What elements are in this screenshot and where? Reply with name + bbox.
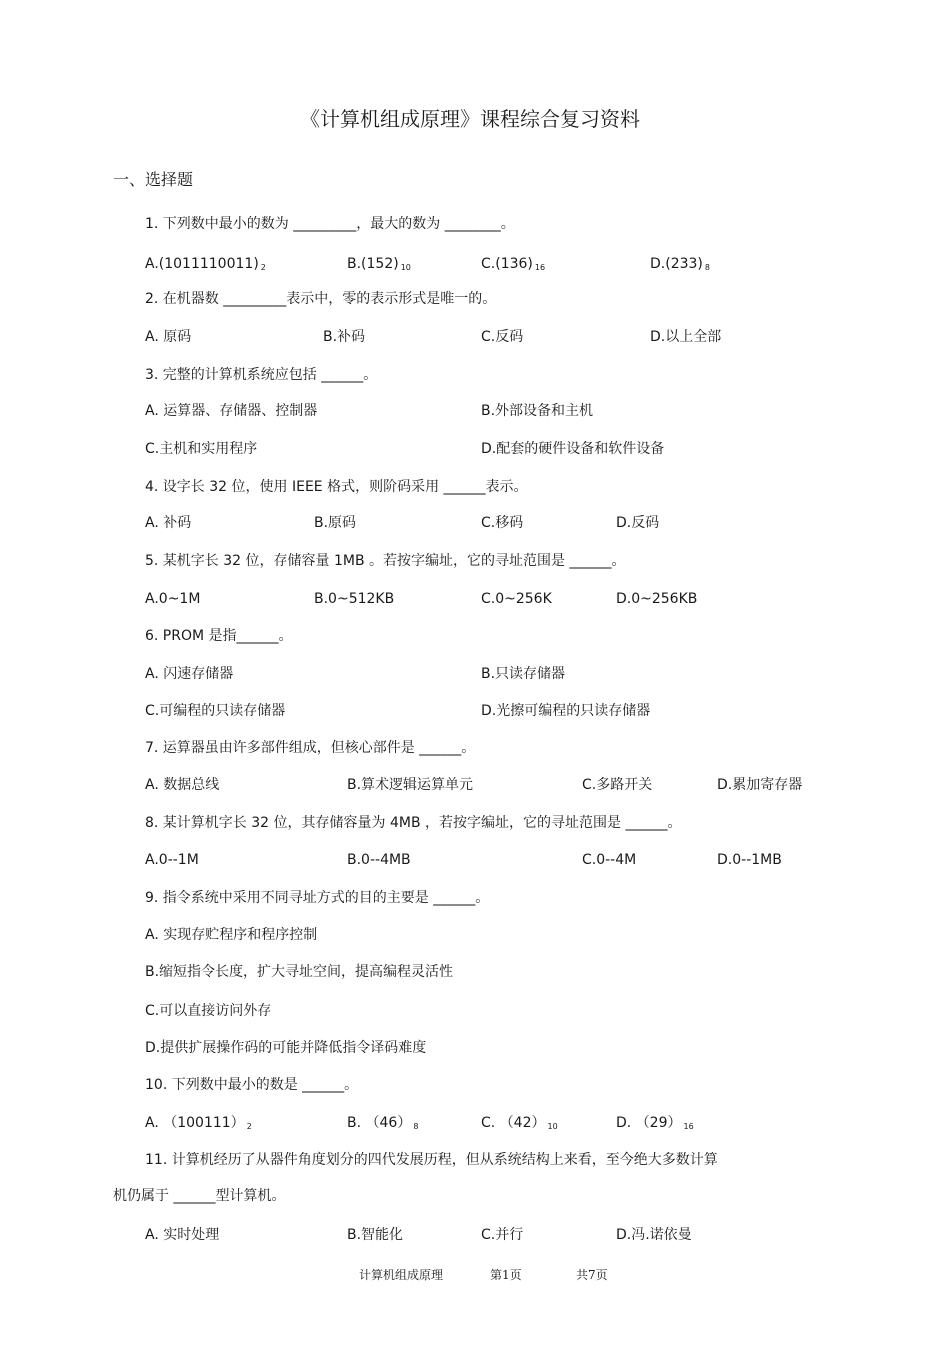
- footer-course-name: 计算机组成原理: [359, 1268, 444, 1282]
- option-8b: B.0--4MB: [347, 852, 411, 868]
- option-11a: A. 实时处理: [145, 1227, 220, 1243]
- question-1: 1. 下列数中最小的数为 _________，最大的数为 ________。: [145, 216, 515, 232]
- option-2c: C.反码: [481, 329, 524, 345]
- question-5: 5. 某机字长 32 位，存储容量 1MB 。若按字编址，它的寻址范围是 ______。: [145, 553, 626, 569]
- option-10d: D. （29） $_{16}$: [616, 1115, 694, 1131]
- question-11-line-2: 机仍属于 ______型计算机。: [113, 1188, 286, 1204]
- option-5a: A.0~1M: [145, 591, 201, 607]
- option-11b: B.智能化: [347, 1227, 404, 1243]
- option-10c: C. （42） $_{10}$: [481, 1115, 558, 1131]
- option-8c: C.0--4M: [582, 852, 637, 868]
- option-4b: B.原码: [314, 515, 357, 531]
- option-9c: C.可以直接访问外存: [145, 1003, 272, 1019]
- question-11-line-1: 11. 计算机经历了从器件角度划分的四代发展历程，但从系统结构上来看，至今绝大多数计算: [145, 1152, 718, 1168]
- option-8d: D.0--1MB: [717, 852, 782, 868]
- option-9a: A. 实现存贮程序和程序控制: [145, 927, 318, 943]
- option-4c: C.移码: [481, 515, 524, 531]
- option-5d: D.0~256KB: [616, 591, 698, 607]
- option-6a: A. 闪速存储器: [145, 666, 234, 682]
- option-9d: D.提供扩展操作码的可能并降低指令译码难度: [145, 1040, 427, 1056]
- option-1b: B.(152) $_{10}$: [347, 256, 411, 272]
- option-3d: D.配套的硬件设备和软件设备: [481, 441, 665, 457]
- question-6: 6. PROM 是指______。: [145, 628, 293, 644]
- option-3b: B.外部设备和主机: [481, 403, 594, 419]
- option-1c: C.(136) $_{16}$: [481, 256, 546, 272]
- option-6d: D.光擦可编程的只读存储器: [481, 703, 651, 719]
- question-8: 8. 某计算机字长 32 位，其存储容量为 4MB ，若按字编址，它的寻址范围是 ______。: [145, 815, 682, 831]
- option-7c: C.多路开关: [582, 777, 653, 793]
- section-heading: 一、选择题: [113, 170, 194, 189]
- option-11d: D.冯.诺依曼: [616, 1227, 692, 1243]
- option-6b: B.只读存储器: [481, 666, 566, 682]
- document-title: 《计算机组成原理》课程综合复习资料: [300, 107, 640, 131]
- option-7b: B.算术逻辑运算单元: [347, 777, 474, 793]
- option-5b: B.0~512KB: [314, 591, 395, 607]
- question-3: 3. 完整的计算机系统应包括 ______。: [145, 367, 378, 383]
- option-4d: D.反码: [616, 515, 660, 531]
- option-7d: D.累加寄存器: [717, 777, 803, 793]
- option-5c: C.0~256K: [481, 591, 552, 607]
- option-10a: A. （100111） $_2$: [145, 1115, 252, 1131]
- option-7a: A. 数据总线: [145, 777, 220, 793]
- option-2d: D.以上全部: [650, 329, 722, 345]
- option-2b: B.补码: [323, 329, 366, 345]
- option-4a: A. 补码: [145, 515, 192, 531]
- question-2: 2. 在机器数 _________表示中，零的表示形式是唯一的。: [145, 291, 497, 307]
- option-3a: A. 运算器、存储器、控制器: [145, 403, 318, 419]
- option-9b: B.缩短指令长度，扩大寻址空间，提高编程灵活性: [145, 964, 454, 980]
- question-7: 7. 运算器虽由许多部件组成，但核心部件是 ______。: [145, 740, 476, 756]
- option-1d: D.(233) $_8$: [650, 256, 710, 272]
- question-10: 10. 下列数中最小的数是 ______。: [145, 1077, 359, 1093]
- footer-total-pages: 共7页: [576, 1268, 608, 1282]
- option-10b: B. （46） $_8$: [347, 1115, 419, 1131]
- option-11c: C.并行: [481, 1227, 524, 1243]
- question-4: 4. 设字长 32 位，使用 IEEE 格式，则阶码采用 ______表示。: [145, 479, 528, 495]
- option-2a: A. 原码: [145, 329, 192, 345]
- option-6c: C.可编程的只读存储器: [145, 703, 286, 719]
- option-1a: A.(1011110011) $_2$: [145, 256, 266, 272]
- option-8a: A.0--1M: [145, 852, 199, 868]
- question-9: 9. 指令系统中采用不同寻址方式的目的主要是 ______。: [145, 890, 490, 906]
- footer-page-number: 第1页: [490, 1268, 522, 1282]
- option-3c: C.主机和实用程序: [145, 441, 258, 457]
